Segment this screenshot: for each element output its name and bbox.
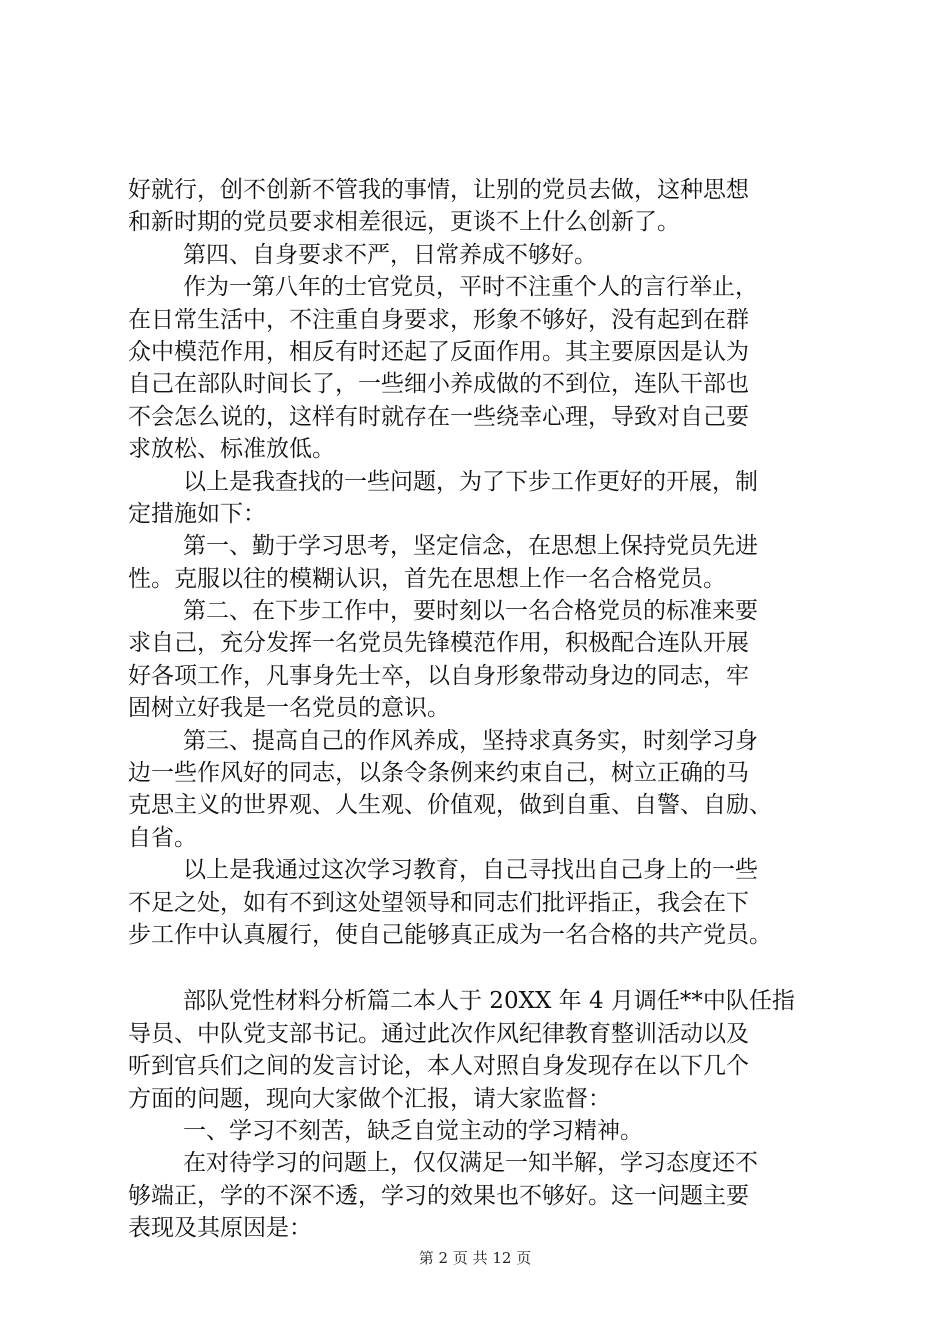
text-line: 众中模范作用，相反有时还起了反面作用。其主要原因是认为: [128, 338, 749, 365]
text-line: 步工作中认真履行，使自己能够真正成为一名合格的共产党员。: [128, 921, 772, 948]
paragraph-block-1: [128, 174, 830, 951]
text-line: 第四、自身要求不严，日常养成不够好。: [183, 241, 597, 268]
text-line: 求放松、标准放低。: [128, 436, 335, 463]
text-line: 克思主义的世界观、人生观、价值观，做到自重、自警、自励、: [128, 792, 772, 819]
text-line: 作为一第八年的士官党员，平时不注重个人的言行举止，: [183, 274, 758, 301]
text-line: 和新时期的党员要求相差很远，更谈不上什么创新了。: [128, 209, 680, 236]
text-line: 自己在部队时间长了，一些细小养成做的不到位，连队干部也: [128, 371, 749, 398]
text-line: 表现及其原因是：: [128, 1215, 312, 1242]
text-line: 以上是我查找的一些问题，为了下步工作更好的开展，制: [183, 468, 758, 495]
text-line: 好各项工作，凡事身先士卒，以自身形象带动身边的同志，牢: [128, 662, 749, 689]
text-line: 固树立好我是一名党员的意识。: [128, 695, 450, 722]
paragraph-block-2: [128, 985, 830, 1244]
text-line: 方面的问题，现向大家做个汇报，请大家监督：: [128, 1085, 611, 1112]
text-line: 好就行，创不创新不管我的事情，让别的党员去做，这种思想: [128, 177, 749, 203]
document-body: [128, 174, 830, 1245]
text-line: 部队党性材料分析篇二本人于 20XX 年 4 月调任**中队任指: [183, 988, 795, 1015]
text-line: 求自己，充分发挥一名党员先锋模范作用，积极配合连队开展: [128, 630, 749, 657]
text-line: 定措施如下：: [128, 500, 266, 527]
text-line: 自省。: [128, 824, 197, 851]
text-line: 性。克服以往的模糊认识，首先在思想上作一名合格党员。: [128, 565, 726, 592]
text-line: 边一些作风好的同志，以条令条例来约束自己，树立正确的马: [128, 760, 749, 787]
text-line: 一、学习不刻苦，缺乏自觉主动的学习精神。: [183, 1117, 643, 1144]
text-line: 在对待学习的问题上，仅仅满足一知半解，学习态度还不: [183, 1150, 758, 1177]
text-line: 不足之处，如有不到这处望领导和同志们批评指正，我会在下: [128, 889, 749, 916]
text-line: 听到官兵们之间的发言讨论，本人对照自身发现存在以下几个: [128, 1053, 749, 1080]
text-line: 够端正，学的不深不透，学习的效果也不够好。这一问题主要: [128, 1182, 749, 1209]
section-gap: [128, 951, 830, 985]
text-line: 导员、中队党支部书记。通过此次作风纪律教育整训活动以及: [128, 1020, 749, 1047]
text-line: 以上是我通过这次学习教育，自己寻找出自己身上的一些: [183, 857, 758, 884]
text-line: 不会怎么说的，这样有时就存在一些绕幸心理，导致对自己要: [128, 403, 749, 430]
text-line: 在日常生活中，不注重自身要求，形象不够好，没有起到在群: [128, 306, 749, 333]
text-line: 第一、勤于学习思考，坚定信念，在思想上保持党员先进: [183, 533, 758, 560]
page-footer: 第 2 页 共 12 页: [418, 1249, 532, 1267]
text-line: 第二、在下步工作中，要时刻以一名合格党员的标准来要: [183, 598, 758, 625]
text-line: 第三、提高自己的作风养成，坚持求真务实，时刻学习身: [183, 727, 758, 754]
